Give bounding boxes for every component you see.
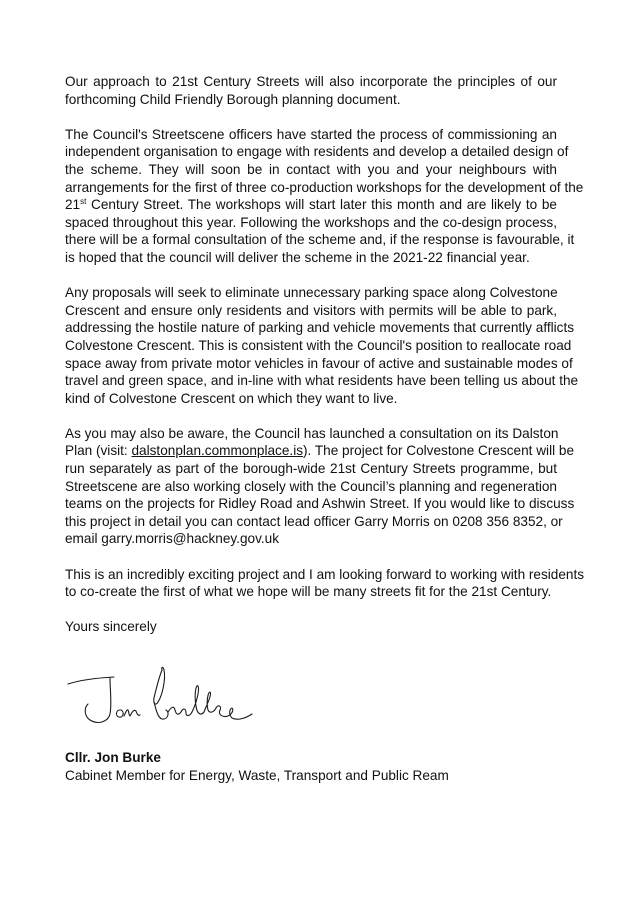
text-line: addressing the hostile nature of parking and vehicle movements that currently afflicts (65, 320, 575, 336)
text-line: This is an incredibly exciting project and I am looking forward to working with residents (65, 566, 585, 582)
paragraph-dalston-plan (65, 425, 575, 548)
valediction: Yours sincerely (65, 619, 157, 635)
paragraph-closing-remarks (65, 566, 585, 601)
text-line: to co-create the first of what we hope will be many streets fit for the 21st Century. (65, 584, 552, 600)
letter-body (65, 73, 585, 636)
text-line: there will be a formal consultation of the scheme and, if the response is favourable, it (65, 232, 575, 248)
text-line: is hoped that the council will deliver the scheme in the 2021-22 financial year. (65, 249, 530, 265)
handwritten-signature-icon (66, 658, 266, 733)
text-line: spaced throughout this year. Following the workshops and the co-design process, (65, 214, 557, 230)
text-line: As you may also be aware, the Council has launched a consultation on its Dalston (65, 425, 559, 441)
paragraph-parking-proposals (65, 284, 579, 407)
text-line: teams on the projects for Ridley Road and Ashwin Street. If you would like to discuss (65, 496, 575, 512)
line-rest: ). The project for Colvestone Crescent will be (303, 443, 575, 459)
line-prefix: Plan (visit: (65, 443, 132, 459)
text-line: the scheme. They will soon be in contact with you and your neighbours with (65, 161, 557, 177)
text-line: forthcoming Child Friendly Borough planning document. (65, 91, 401, 107)
text-line: Our approach to 21st Century Streets will also incorporate the principles of our (65, 74, 557, 89)
dalston-plan-link[interactable]: dalstonplan.commonplace.is (131, 443, 304, 459)
ordinal-suffix: st (80, 197, 87, 207)
signatory-block (65, 749, 449, 784)
text-line: run separately as part of the borough-wide 21st Century Streets programme, but (65, 461, 557, 477)
text-line: kind of Colvestone Crescent on which they want to live. (65, 390, 398, 406)
text-line: arrangements for the first of three co-production workshops for the development of the (65, 179, 584, 195)
text-line: Streetscene are also working closely with the Council’s planning and regeneration (65, 478, 557, 494)
text-line: space away from private motor vehicles in favour of active and sustainable modes of (65, 355, 573, 371)
text-line: travel and green space, and in-line with what residents have been telling us about the (65, 373, 579, 389)
text-line: Colvestone Crescent. This is consistent with the Council's position to reallocate road (65, 337, 572, 353)
text-line: independent organisation to engage with residents and develop a detailed design of (65, 144, 569, 160)
paragraph-child-friendly (65, 73, 557, 108)
signatory-name: Cllr. Jon Burke (65, 750, 161, 765)
contact-email-line: email garry.morris@hackney.gov.uk (65, 531, 279, 547)
text-line: The Council's Streetscene officers have started the process of commissioning an (65, 126, 557, 142)
text-line: Crescent and ensure only residents and visitors with permits will be able to park, (65, 302, 557, 318)
text-line: this project in detail you can contact lead officer Garry Morris on 0208 356 8352, or (65, 513, 563, 529)
text-line: Any proposals will seek to eliminate unnecessary parking space along Colvestone (65, 285, 558, 301)
signatory-role: Cabinet Member for Energy, Waste, Transport and Public Ream (65, 767, 449, 783)
text-line (65, 442, 575, 460)
ordinal-number: 21 (65, 197, 81, 213)
paragraph-streetscene-workshops (65, 126, 584, 267)
line-rest: Century Street. The workshops will start later this month and are likely to be (86, 197, 557, 213)
text-line (65, 196, 557, 214)
